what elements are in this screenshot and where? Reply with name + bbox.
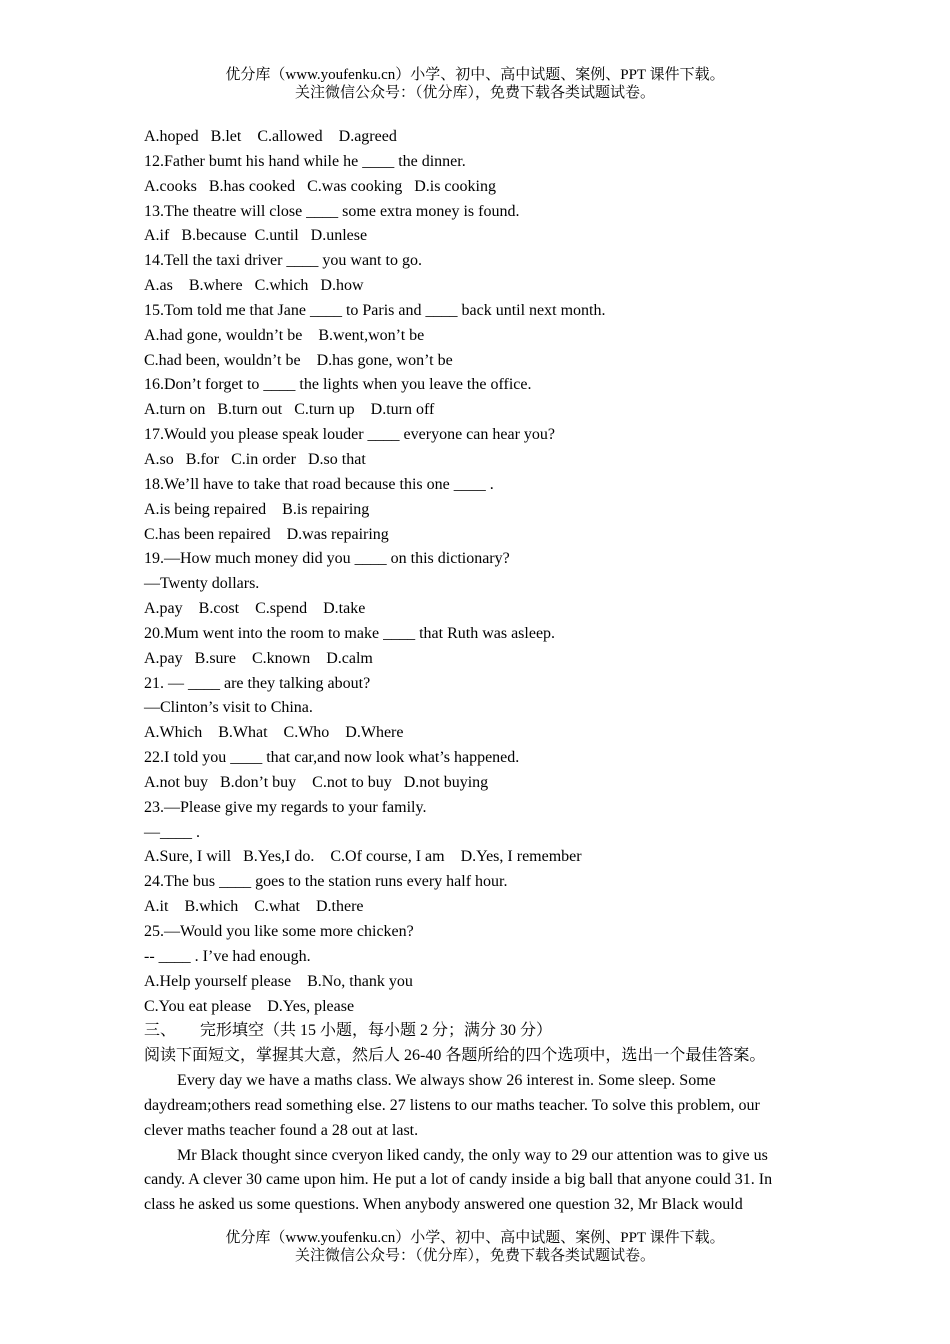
options-25-cd: C.You eat please D.Yes, please <box>144 997 355 1015</box>
question-13: 13.The theatre will close ____ some extra money is found. <box>144 202 520 220</box>
cloze-p1-line-2: daydream;others read something else. 27 listens to our maths teacher. To solve this problem, our <box>144 1096 760 1114</box>
question-23: 23.—Please give my regards to your family. <box>144 798 427 816</box>
section-3-instructions: 阅读下面短文，掌握其大意，然后人 26-40 各题所给的四个选项中，选出一个最佳答案。 <box>144 1047 766 1065</box>
question-22: 22.I told you ____ that car,and now look what’s happened. <box>144 749 520 767</box>
options-21: A.Which B.What C.Who D.Where <box>144 724 404 742</box>
question-12: 12.Father bumt his hand while he ____ the dinner. <box>144 152 466 170</box>
question-24: 24.The bus ____ goes to the station runs every half hour. <box>144 873 508 891</box>
header-line-2: 关注微信公众号：（优分库），免费下载各类试题试卷。 <box>294 85 655 101</box>
exam-content <box>144 125 806 1218</box>
options-20: A.pay B.sure C.known D.calm <box>144 649 373 667</box>
options-14: A.as B.where C.which D.how <box>144 277 364 295</box>
question-21: 21. — ____ are they talking about? <box>144 674 371 692</box>
question-23-reply: —____ . <box>144 823 200 841</box>
page-header <box>0 66 950 102</box>
question-20: 20.Mum went into the room to make ____ that Ruth was asleep. <box>144 624 556 642</box>
options-23: A.Sure, I will B.Yes,I do. C.Of course, I am D.Yes, I remember <box>144 848 582 866</box>
section-3-heading: 三、 完形填空（共 15 小题，每小题 2 分；满分 30 分） <box>144 1022 553 1040</box>
question-14: 14.Tell the taxi driver ____ you want to go. <box>144 252 422 270</box>
question-16: 16.Don’t forget to ____ the lights when you leave the office. <box>144 376 532 394</box>
question-18: 18.We’ll have to take that road because this one ____ . <box>144 475 494 493</box>
footer-line-1: 优分库（www.youfenku.cn）小学、初中、高中试题、案例、PPT 课件下载。 <box>225 1230 725 1246</box>
cloze-paragraph-1 <box>144 1069 806 1144</box>
cloze-p2-line-2: candy. A clever 30 came upon him. He put a lot of candy inside a big ball that anyone could 31. In <box>144 1171 773 1189</box>
option-line-11: A.hoped B.let C.allowed D.agreed <box>144 128 397 145</box>
cloze-p2-line-1: Mr Black thought since cveryon liked candy, the only way to 29 our attention was to give us <box>177 1146 768 1164</box>
options-16: A.turn on B.turn out C.turn up D.turn off <box>144 401 435 419</box>
header-line-1: 优分库（www.youfenku.cn）小学、初中、高中试题、案例、PPT 课件下载。 <box>225 67 725 83</box>
options-22: A.not buy B.don’t buy C.not to buy D.not buying <box>144 773 489 791</box>
cloze-paragraph-2 <box>144 1144 806 1219</box>
options-13: A.if B.because C.until D.unlese <box>144 227 368 245</box>
options-17: A.so B.for C.in order D.so that <box>144 450 366 468</box>
options-18-ab: A.is being repaired B.is repairing <box>144 500 370 518</box>
question-21-reply: —Clinton’s visit to China. <box>144 699 313 717</box>
question-19: 19.—How much money did you ____ on this dictionary? <box>144 550 510 568</box>
question-19-reply: —Twenty dollars. <box>144 575 260 593</box>
options-19: A.pay B.cost C.spend D.take <box>144 600 366 618</box>
question-17: 17.Would you please speak louder ____ everyone can hear you? <box>144 426 556 444</box>
question-25: 25.—Would you like some more chicken? <box>144 923 414 940</box>
cloze-p1-line-1: Every day we have a maths class. We always show 26 interest in. Some sleep. Some <box>177 1072 716 1090</box>
cloze-p1-line-3: clever maths teacher found a 28 out at last. <box>144 1121 419 1139</box>
cloze-p2-line-3: class he asked us some questions. When anybody answered one question 32, Mr Black would <box>144 1196 743 1214</box>
options-15-ab: A.had gone, wouldn’t be B.went,won’t be <box>144 326 425 344</box>
options-12: A.cooks B.has cooked C.was cooking D.is cooking <box>144 177 496 195</box>
footer-line-2: 关注微信公众号：（优分库），免费下载各类试题试卷。 <box>294 1248 655 1264</box>
options-24: A.it B.which C.what D.there <box>144 898 364 916</box>
options-18-cd: C.has been repaired D.was repairing <box>144 525 389 543</box>
options-15-cd: C.had been, wouldn’t be D.has gone, won’t be <box>144 351 453 369</box>
question-25-reply: -- ____ . I’ve had enough. <box>144 947 311 965</box>
question-15: 15.Tom told me that Jane ____ to Paris and ____ back until next month. <box>144 301 606 319</box>
options-25-ab: A.Help yourself please B.No, thank you <box>144 972 413 990</box>
page-footer <box>0 1229 950 1265</box>
